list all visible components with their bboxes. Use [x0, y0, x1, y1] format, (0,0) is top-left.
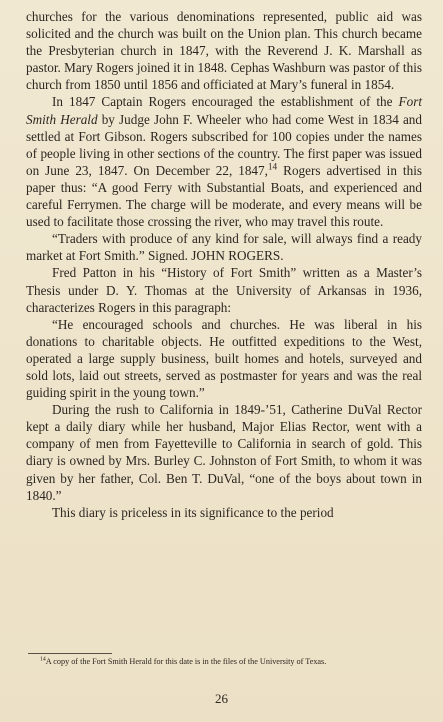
paragraph-patton: [26, 264, 422, 315]
paragraph-text: churches for the various denominations represented, public aid was solicited and the church was built on the Union plan. This church became the Presbyterian church in 1847, with the Reverend J. K. Marshall as pastor. Mary Rogers joined it in 1848. Cephas Washburn was pastor of this church from 1850 until 1856 and officiated at Mary’s funeral in 1854.: [26, 9, 422, 93]
footnote-marker: 14: [40, 656, 46, 663]
paragraph-church: [26, 8, 422, 93]
body-text: [26, 8, 422, 521]
footnote: [26, 657, 422, 668]
block-quote: [26, 316, 422, 401]
paragraph-herald: [26, 93, 422, 230]
paragraph-diary: [26, 401, 422, 504]
paragraph-text: This diary is priceless in its significance to the period: [52, 504, 334, 520]
footnote-reference: 14: [267, 161, 278, 172]
paragraph-text: Rogers advertised in this paper thus: “A good Ferry with Substantial Boats, and experienced and careful Ferrymen. The charge will be moderate, and every means will be used to facilitate those crossing the river, who may travel this route.: [26, 162, 422, 230]
footnote-text: A copy of the Fort Smith Herald for this date is in the files of the University of Texas.: [45, 657, 327, 666]
newspaper-title: Fort Smith Herald: [26, 94, 422, 127]
paragraph-priceless: [26, 504, 422, 521]
paragraph-text: In 1847 Captain Rogers encouraged the establishment of the: [52, 94, 399, 110]
footnote-divider: [28, 653, 112, 654]
paragraph-text: Fred Patton in his “History of Fort Smith” written as a Master’s Thesis under D. Y. Thomas at the University of Arkansas in 1936, characterizes Rogers in this paragraph:: [26, 265, 422, 315]
paragraph-text: “Traders with produce of any kind for sale, will always find a ready market at Fort Smith.” Signed. JOHN ROGERS.: [26, 231, 422, 264]
paragraph-text: by Judge John F. Wheeler who had come West in 1834 and settled at Fort Gibson. Rogers subscribed for 100 copies under the names of people living in other sections of the country. The first paper was issued on June 23, 1847. On December 22, 1847,: [26, 111, 422, 178]
paragraph-traders: [26, 230, 422, 264]
page-number: 26: [215, 691, 228, 706]
paragraph-text: During the rush to California in 1849-’51, Catherine DuVal Rector kept a daily diary while her husband, Major Elias Rector, went with a company of men from Fayetteville to California in search of gold. This diary is owned by Mrs. Burley C. Johnston of Fort Smith, to whom it was given by her father, Col. Ben T. DuVal, “one of the boys about town in 1840.”: [26, 402, 422, 503]
paragraph-text: “He encouraged schools and churches. He was liberal in his donations to charitable objects. He outfitted expeditions to the West, operated a large supply business, built homes and hotels, surveyed and sold lots, laid out streets, served as postmaster for years and was the real guiding spirit in the young town.”: [26, 316, 422, 401]
